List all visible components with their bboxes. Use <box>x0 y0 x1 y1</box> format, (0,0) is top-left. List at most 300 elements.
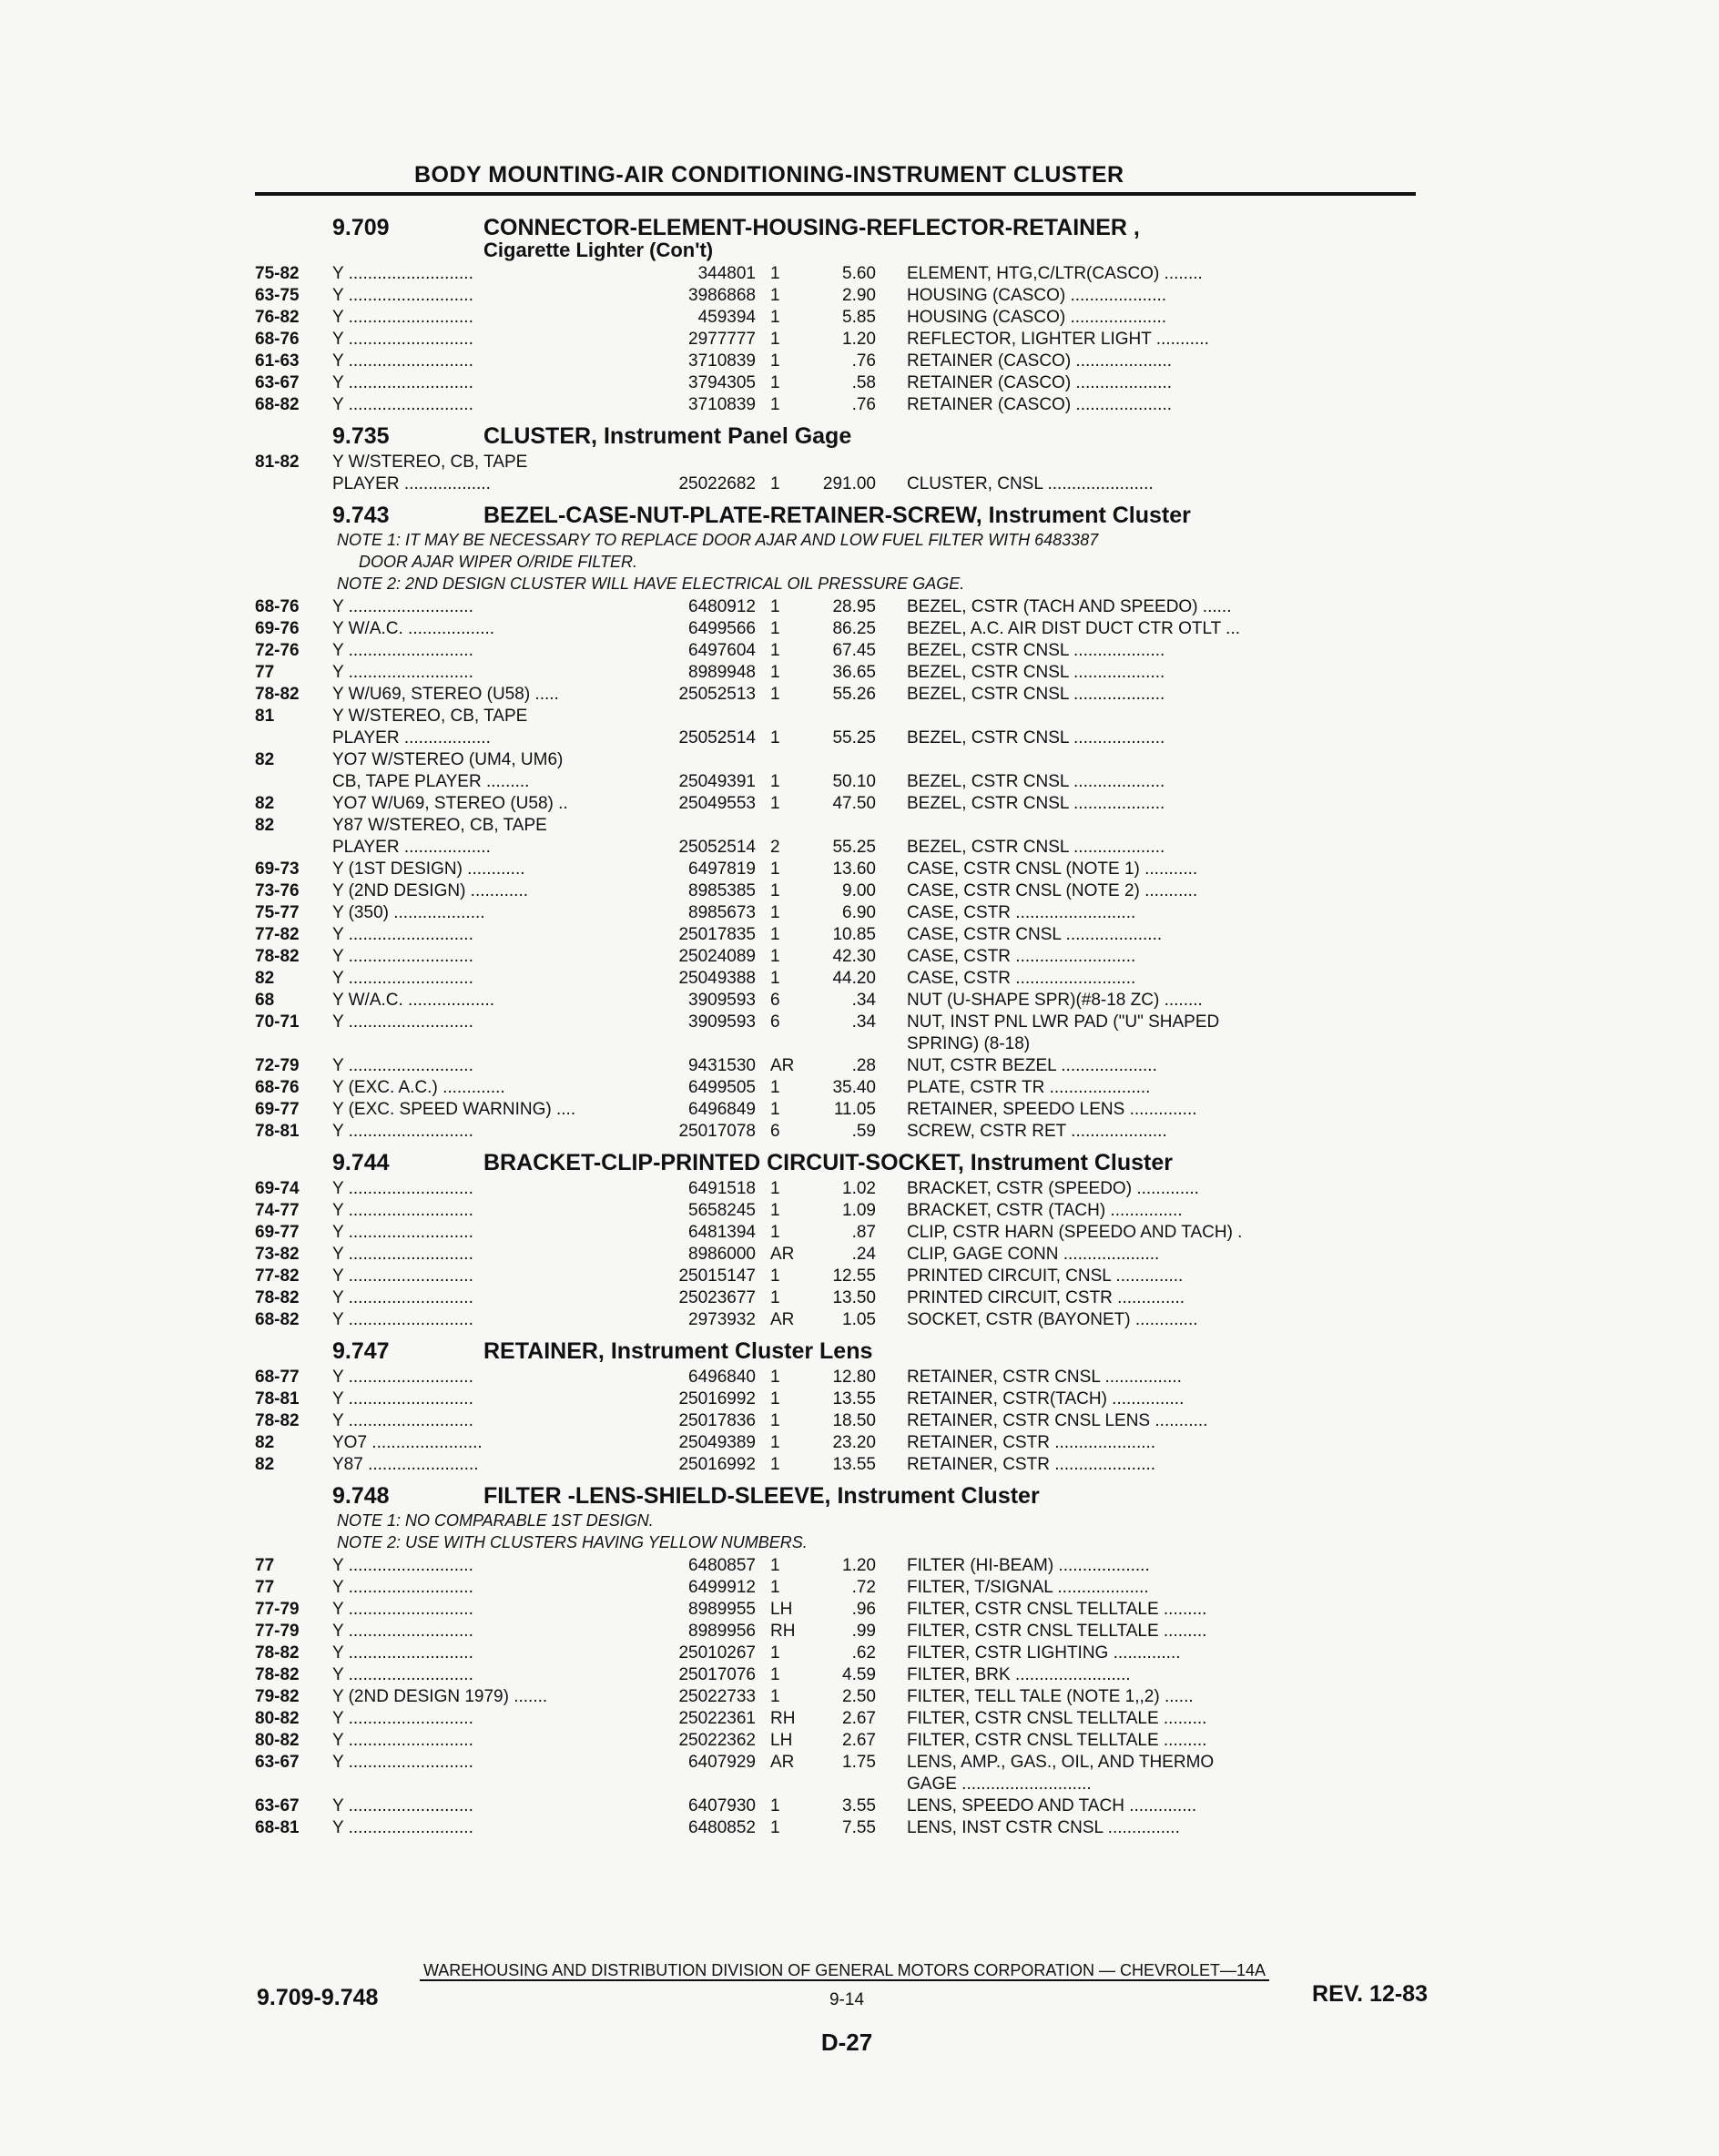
part-name: LENS, SPEEDO AND TACH .............. <box>907 1796 1197 1815</box>
part-row <box>255 1055 1420 1077</box>
part-number: 344801 <box>697 264 756 283</box>
application-description: Y .......................... <box>332 1709 473 1728</box>
application-description: Y .......................... <box>332 1600 473 1619</box>
part-row <box>255 1730 1420 1752</box>
part-row <box>255 946 1420 968</box>
price: 4.59 <box>842 1665 876 1684</box>
price: 86.25 <box>832 619 876 638</box>
price: .87 <box>851 1223 876 1242</box>
part-number: 6496840 <box>688 1368 756 1387</box>
part-name: ELEMENT, HTG,C/LTR(CASCO) ........ <box>907 264 1203 283</box>
quantity: 1 <box>770 1411 780 1430</box>
price: .72 <box>851 1578 876 1597</box>
quantity: 1 <box>770 597 780 616</box>
quantity: AR <box>770 1056 795 1075</box>
price <box>810 1774 876 1795</box>
application-description: Y .......................... <box>332 395 473 414</box>
part-name: CASE, CSTR CNSL .................... <box>907 925 1163 944</box>
price: 13.60 <box>832 859 876 879</box>
part-name: BEZEL, CSTR CNSL ................... <box>907 794 1165 813</box>
quantity: 1 <box>770 1687 780 1706</box>
part-number: 25017076 <box>678 1665 756 1684</box>
part-number: 6497819 <box>688 859 756 879</box>
quantity: 1 <box>770 330 780 349</box>
application-description: Y .......................... <box>332 1731 473 1750</box>
section-note <box>255 573 1420 595</box>
part-row <box>255 1410 1420 1432</box>
model-years: 78-82 <box>255 1643 300 1663</box>
part-number: 25052513 <box>678 685 756 704</box>
part-name: NUT, INST PNL LWR PAD ("U" SHAPED <box>907 1012 1220 1032</box>
application-description: Y .......................... <box>332 1245 473 1264</box>
price: 291.00 <box>822 474 876 493</box>
part-name: HOUSING (CASCO) .................... <box>907 286 1167 305</box>
part-row <box>255 1099 1420 1121</box>
parts-list <box>255 1555 1420 1839</box>
section-title: CLUSTER, Instrument Panel Gage <box>483 423 852 449</box>
part-row <box>255 684 1420 706</box>
application-description: Y .......................... <box>332 663 473 682</box>
application-description: Y (2ND DESIGN 1979) ....... <box>332 1687 548 1706</box>
application-description: Y .......................... <box>332 1122 473 1141</box>
part-name: BEZEL, CSTR CNSL ................... <box>907 838 1165 857</box>
part-row <box>255 1178 1420 1200</box>
part-row <box>255 1266 1420 1287</box>
quantity: 1 <box>770 474 780 493</box>
price: 23.20 <box>832 1433 876 1452</box>
application-description: Y W/A.C. .................. <box>332 991 495 1010</box>
application-description: Y W/U69, STEREO (U58) ..... <box>332 685 559 704</box>
part-row <box>255 859 1420 880</box>
price: 2.90 <box>842 286 876 305</box>
model-years: 77 <box>255 1556 275 1575</box>
section-number: 9.748 <box>332 1483 390 1509</box>
part-number: 8989956 <box>688 1622 756 1641</box>
quantity: 1 <box>770 772 780 791</box>
quantity <box>756 452 810 473</box>
price: 35.40 <box>832 1078 876 1097</box>
section-note <box>255 1510 1420 1531</box>
part-row <box>255 1621 1420 1642</box>
price: 44.20 <box>832 969 876 988</box>
model-years: 73-76 <box>255 881 300 900</box>
part-name: FILTER (HI-BEAM) ................... <box>907 1556 1150 1575</box>
part-row <box>255 1454 1420 1476</box>
part-number <box>665 1033 756 1055</box>
quantity: 1 <box>770 1179 780 1198</box>
part-name: PRINTED CIRCUIT, CNSL .............. <box>907 1266 1184 1286</box>
application-description: Y .......................... <box>332 1288 473 1307</box>
quantity: 1 <box>770 286 780 305</box>
model-years: 68-82 <box>255 1310 300 1329</box>
catalog-section <box>255 1150 1420 1331</box>
price: .28 <box>851 1056 876 1075</box>
catalog-section <box>255 423 1420 495</box>
part-name: CASE, CSTR CNSL (NOTE 1) ........... <box>907 859 1198 879</box>
section-number: 9.744 <box>332 1150 390 1175</box>
part-row <box>255 1577 1420 1599</box>
application-description: Y .......................... <box>332 1012 473 1032</box>
part-row <box>255 1309 1420 1331</box>
part-row <box>255 1774 1420 1795</box>
part-number: 25017835 <box>678 925 756 944</box>
part-number: 8989948 <box>688 663 756 682</box>
part-row <box>255 815 1420 837</box>
application-description: Y .......................... <box>332 1556 473 1575</box>
application-description: PLAYER .................. <box>332 474 491 493</box>
price: .24 <box>851 1245 876 1264</box>
section-number: 9.709 <box>332 215 390 240</box>
price <box>810 1033 876 1055</box>
quantity: 1 <box>770 1578 780 1597</box>
application-description: Y (EXC. SPEED WARNING) .... <box>332 1100 576 1119</box>
model-years: 68-77 <box>255 1368 300 1387</box>
quantity: 6 <box>770 1122 780 1141</box>
model-years: 69-77 <box>255 1223 300 1242</box>
part-number: 8986000 <box>688 1245 756 1264</box>
footer-publisher <box>264 1961 1425 1980</box>
quantity <box>756 749 810 771</box>
quantity: 1 <box>770 619 780 638</box>
parts-list <box>255 1178 1420 1331</box>
model-years: 78-81 <box>255 1122 300 1141</box>
quantity: AR <box>770 1753 795 1772</box>
part-name: CASE, CSTR ......................... <box>907 969 1136 988</box>
price: .62 <box>851 1643 876 1663</box>
model-years: 68-82 <box>255 395 300 414</box>
footer-folio: D-27 <box>820 2029 873 2056</box>
quantity: LH <box>770 1731 793 1750</box>
model-years: 69-74 <box>255 1179 300 1198</box>
quantity: 1 <box>770 1665 780 1684</box>
part-name: CLIP, GAGE CONN .................... <box>907 1245 1160 1264</box>
price: 13.50 <box>832 1288 876 1307</box>
quantity: 1 <box>770 1288 780 1307</box>
model-years: 63-67 <box>255 1753 300 1772</box>
application-description: Y .......................... <box>332 1578 473 1597</box>
part-row <box>255 1752 1420 1774</box>
price: 12.80 <box>832 1368 876 1387</box>
quantity: 1 <box>770 373 780 392</box>
quantity: 1 <box>770 663 780 682</box>
price: 1.05 <box>842 1310 876 1329</box>
section-title: CONNECTOR-ELEMENT-HOUSING-REFLECTOR-RETAINER , <box>483 215 1140 240</box>
section-heading <box>255 1483 1420 1510</box>
quantity: 1 <box>770 1223 780 1242</box>
price: .76 <box>851 351 876 371</box>
quantity: 1 <box>770 728 780 747</box>
quantity: AR <box>770 1245 795 1264</box>
part-row <box>255 1244 1420 1266</box>
part-number: 25049553 <box>678 794 756 813</box>
application-description: Y .......................... <box>332 1818 473 1837</box>
part-name: FILTER, CSTR CNSL TELLTALE ......... <box>907 1622 1207 1641</box>
part-number: 6480912 <box>688 597 756 616</box>
part-name: FILTER, CSTR CNSL TELLTALE ......... <box>907 1709 1207 1728</box>
footer-publisher-text: WAREHOUSING AND DISTRIBUTION DIVISION OF GENERAL MOTORS CORPORATION — CHEVROLET—14A <box>420 1961 1269 1981</box>
price: 11.05 <box>833 1100 876 1119</box>
part-number: 25016992 <box>678 1455 756 1474</box>
part-number <box>665 706 756 727</box>
model-years: 82 <box>255 816 275 835</box>
price: 55.26 <box>832 685 876 704</box>
model-years: 79-82 <box>255 1687 300 1706</box>
part-row <box>255 263 1420 285</box>
part-number: 6499566 <box>688 619 756 638</box>
note-text: NOTE 1: NO COMPARABLE 1ST DESIGN. <box>337 1511 654 1530</box>
part-name: RETAINER, CSTR CNSL LENS ........... <box>907 1411 1208 1430</box>
part-row <box>255 452 1420 473</box>
part-number: 6481394 <box>688 1223 756 1242</box>
application-description: Y .......................... <box>332 1389 473 1409</box>
parts-list <box>255 1367 1420 1476</box>
parts-list <box>255 596 1420 1143</box>
application-description: Y (2ND DESIGN) ............ <box>332 881 529 900</box>
model-years: 77 <box>255 1578 275 1597</box>
quantity: 1 <box>770 1389 780 1409</box>
part-number: 25010267 <box>678 1643 756 1663</box>
model-years: 73-82 <box>255 1245 300 1264</box>
price: 7.55 <box>842 1818 876 1837</box>
part-name: BRACKET, CSTR (SPEEDO) ............. <box>907 1179 1199 1198</box>
model-years: 69-73 <box>255 859 300 879</box>
price <box>810 749 876 771</box>
part-name: NUT, CSTR BEZEL .................... <box>907 1056 1157 1075</box>
part-number: 25015147 <box>678 1266 756 1286</box>
part-number: 8985385 <box>688 881 756 900</box>
model-years: 78-82 <box>255 1288 300 1307</box>
part-name: PLATE, CSTR TR ..................... <box>907 1078 1151 1097</box>
application-description: Y W/STEREO, CB, TAPE <box>332 707 528 726</box>
part-row <box>255 285 1420 307</box>
model-years: 69-76 <box>255 619 300 638</box>
part-number: 3909593 <box>688 1012 756 1032</box>
part-name: SCREW, CSTR RET .................... <box>907 1122 1167 1141</box>
part-name: RETAINER, CSTR ..................... <box>907 1433 1156 1452</box>
part-number: 6480852 <box>688 1818 756 1837</box>
application-description: Y .......................... <box>332 597 473 616</box>
price: 13.55 <box>832 1455 876 1474</box>
model-years: 68-76 <box>255 330 300 349</box>
part-number: 3794305 <box>688 373 756 392</box>
section-title: RETAINER, Instrument Cluster Lens <box>483 1338 873 1364</box>
quantity: 1 <box>770 794 780 813</box>
part-number: 2977777 <box>688 330 756 349</box>
part-row <box>255 372 1420 394</box>
part-row <box>255 307 1420 329</box>
quantity: 1 <box>770 947 780 966</box>
price: 12.55 <box>832 1266 876 1286</box>
quantity: LH <box>770 1600 793 1619</box>
part-name: BEZEL, CSTR CNSL ................... <box>907 685 1165 704</box>
price: 6.90 <box>842 903 876 922</box>
application-description <box>332 1774 665 1795</box>
price: 1.20 <box>842 1556 876 1575</box>
part-row <box>255 1388 1420 1410</box>
application-description: Y .......................... <box>332 1411 473 1430</box>
price: 9.00 <box>842 881 876 900</box>
price: .99 <box>851 1622 876 1641</box>
model-years: 77-79 <box>255 1622 300 1641</box>
section-number: 9.735 <box>332 423 390 449</box>
quantity: 1 <box>770 903 780 922</box>
part-number: 25052514 <box>678 838 756 857</box>
part-row <box>255 1077 1420 1099</box>
part-number: 6480857 <box>688 1556 756 1575</box>
part-row <box>255 1642 1420 1664</box>
application-description: YO7 W/U69, STEREO (U58) .. <box>332 794 568 813</box>
quantity: 6 <box>770 1012 780 1032</box>
section-number: 9.747 <box>332 1338 390 1364</box>
section-title: BRACKET-CLIP-PRINTED CIRCUIT-SOCKET, Instrument Cluster <box>483 1150 1173 1175</box>
price: 5.60 <box>842 264 876 283</box>
part-number: 3909593 <box>688 991 756 1010</box>
price: 1.20 <box>842 330 876 349</box>
application-description: Y .......................... <box>332 308 473 327</box>
part-number: 6491518 <box>688 1179 756 1198</box>
model-years: 72-76 <box>255 641 300 660</box>
model-years: 82 <box>255 794 275 813</box>
model-years: 78-82 <box>255 685 300 704</box>
page-title: BODY MOUNTING-AIR CONDITIONING-INSTRUMENT CLUSTER <box>414 162 1124 188</box>
model-years <box>255 1774 332 1795</box>
part-number: 25016992 <box>678 1389 756 1409</box>
application-description: Y .......................... <box>332 264 473 283</box>
model-years: 80-82 <box>255 1731 300 1750</box>
price: 67.45 <box>832 641 876 660</box>
part-row <box>255 618 1420 640</box>
part-row <box>255 706 1420 727</box>
application-description: Y .......................... <box>332 1223 473 1242</box>
part-name: CASE, CSTR ......................... <box>907 947 1136 966</box>
parts-list <box>255 452 1420 495</box>
application-description: Y87 W/STEREO, CB, TAPE <box>332 816 547 835</box>
price: 2.67 <box>842 1709 876 1728</box>
model-years: 82 <box>255 969 275 988</box>
model-years: 63-67 <box>255 373 300 392</box>
section-heading <box>255 423 1420 450</box>
part-name: PRINTED CIRCUIT, CSTR .............. <box>907 1288 1185 1307</box>
model-years <box>255 771 332 793</box>
part-name <box>876 706 1327 727</box>
part-number: 6497604 <box>688 641 756 660</box>
quantity: 1 <box>770 1433 780 1452</box>
model-years: 78-82 <box>255 1665 300 1684</box>
part-number: 8985673 <box>688 903 756 922</box>
quantity: 1 <box>770 1266 780 1286</box>
quantity: 1 <box>770 859 780 879</box>
model-years: 80-82 <box>255 1709 300 1728</box>
price: 2.67 <box>842 1731 876 1750</box>
part-row <box>255 1222 1420 1244</box>
quantity: 2 <box>770 838 780 857</box>
price: 1.09 <box>842 1201 876 1220</box>
part-number: 6496849 <box>688 1100 756 1119</box>
part-number: 25049389 <box>678 1433 756 1452</box>
part-row <box>255 473 1420 495</box>
part-row <box>255 394 1420 416</box>
quantity: 1 <box>770 264 780 283</box>
part-row <box>255 1795 1420 1817</box>
part-name: SPRING) (8-18) <box>907 1034 1031 1053</box>
model-years: 77-79 <box>255 1600 300 1619</box>
quantity: 1 <box>770 685 780 704</box>
application-description: Y .......................... <box>332 1310 473 1329</box>
application-description: Y .......................... <box>332 969 473 988</box>
quantity: 1 <box>770 1643 780 1663</box>
part-name: FILTER, T/SIGNAL ................... <box>907 1578 1149 1597</box>
part-name: RETAINER (CASCO) .................... <box>907 351 1173 371</box>
quantity: RH <box>770 1622 796 1641</box>
part-number: 25017836 <box>678 1411 756 1430</box>
part-number: 25023677 <box>678 1288 756 1307</box>
application-description: Y .......................... <box>332 1266 473 1286</box>
part-row <box>255 1817 1420 1839</box>
part-name: CLIP, CSTR HARN (SPEEDO AND TACH) . <box>907 1223 1243 1242</box>
note-text: NOTE 2: 2ND DESIGN CLUSTER WILL HAVE ELECTRICAL OIL PRESSURE GAGE. <box>337 575 965 593</box>
model-years: 75-82 <box>255 264 300 283</box>
quantity: 1 <box>770 351 780 371</box>
part-row <box>255 837 1420 859</box>
section-heading <box>255 215 1420 241</box>
price: 36.65 <box>832 663 876 682</box>
model-years: 63-75 <box>255 286 300 305</box>
part-row <box>255 596 1420 618</box>
part-row <box>255 771 1420 793</box>
part-number <box>665 749 756 771</box>
part-row <box>255 1033 1420 1055</box>
quantity: 1 <box>770 1455 780 1474</box>
part-name: HOUSING (CASCO) .................... <box>907 308 1167 327</box>
part-row <box>255 1664 1420 1686</box>
part-name: BRACKET, CSTR (TACH) ............... <box>907 1201 1183 1220</box>
part-name: BEZEL, CSTR CNSL ................... <box>907 728 1165 747</box>
part-row <box>255 902 1420 924</box>
model-years: 68-81 <box>255 1818 300 1837</box>
part-number: 25024089 <box>678 947 756 966</box>
application-description: Y .......................... <box>332 641 473 660</box>
application-description: Y .......................... <box>332 1179 473 1198</box>
note-continuation: DOOR AJAR WIPER O/RIDE FILTER. <box>359 553 638 571</box>
part-row <box>255 1200 1420 1222</box>
part-number: 3710839 <box>688 395 756 414</box>
part-name: REFLECTOR, LIGHTER LIGHT ........... <box>907 330 1209 349</box>
price: 28.95 <box>832 597 876 616</box>
quantity: 1 <box>770 881 780 900</box>
quantity: 1 <box>770 395 780 414</box>
application-description <box>332 1033 665 1055</box>
quantity: 1 <box>770 1556 780 1575</box>
price: .34 <box>851 991 876 1010</box>
footer-section-range: 9.709-9.748 <box>257 1985 379 2010</box>
part-name: RETAINER (CASCO) .................... <box>907 395 1173 414</box>
part-name: RETAINER, SPEEDO LENS .............. <box>907 1100 1197 1119</box>
part-number <box>665 1774 756 1795</box>
section-subtitle: Cigarette Lighter (Con't) <box>483 239 714 261</box>
part-name: FILTER, CSTR CNSL TELLTALE ......... <box>907 1600 1207 1619</box>
part-name: BEZEL, A.C. AIR DIST DUCT CTR OTLT ... <box>907 619 1241 638</box>
part-row <box>255 1599 1420 1621</box>
part-number: 459394 <box>697 308 756 327</box>
part-number: 25022733 <box>678 1687 756 1706</box>
part-row <box>255 640 1420 662</box>
part-row <box>255 793 1420 815</box>
quantity: AR <box>770 1310 795 1329</box>
model-years: 78-82 <box>255 947 300 966</box>
part-number: 6407930 <box>688 1796 756 1815</box>
application-description: Y .......................... <box>332 1643 473 1663</box>
part-name: RETAINER, CSTR(TACH) ............... <box>907 1389 1185 1409</box>
